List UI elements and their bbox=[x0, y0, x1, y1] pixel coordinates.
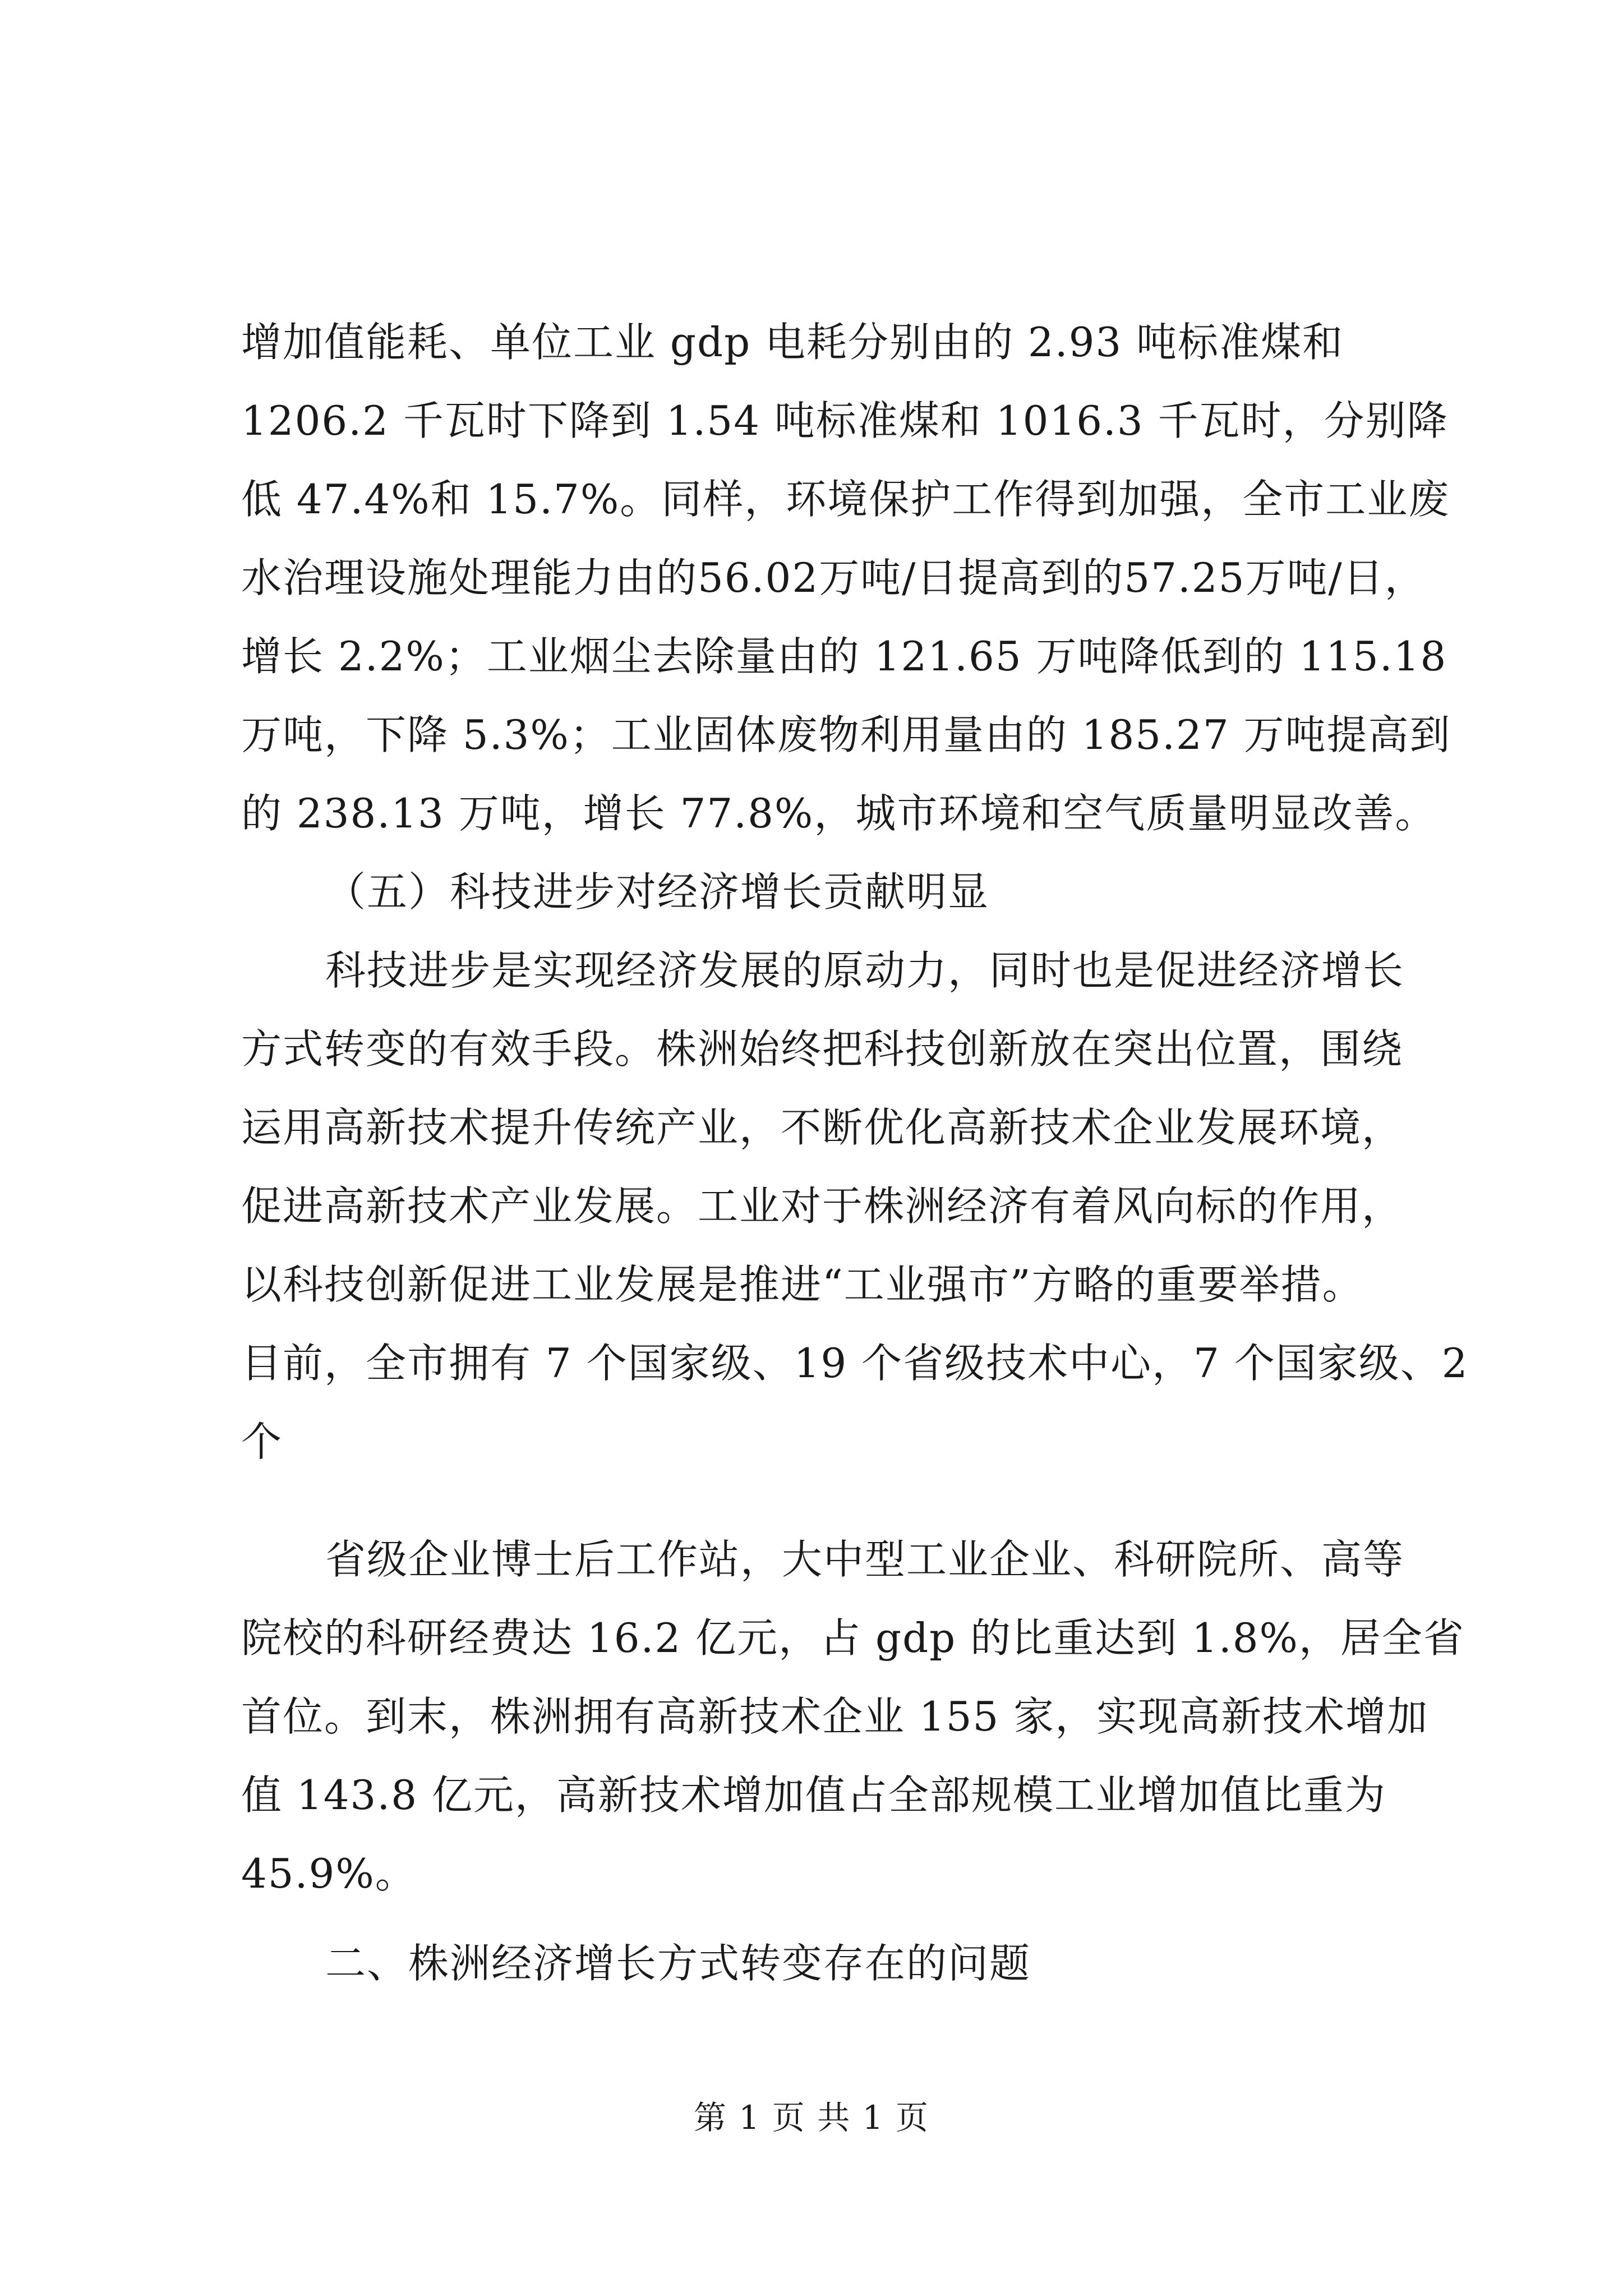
text-line: 增长 2.2%；工业烟尘去除量由的 121.65 万吨降低到的 115.18 bbox=[241, 633, 1447, 680]
text-line: 方式转变的有效手段。株洲始终把科技创新放在突出位置，围绕 bbox=[241, 1025, 1404, 1073]
heading-text: 二、株洲经济增长方式转变存在的问题 bbox=[325, 1940, 1031, 1987]
text-line: 运用高新技术提升传统产业，不断优化高新技术企业发展环境， bbox=[241, 1104, 1404, 1151]
text-line: 目前，全市拥有 7 个国家级、19 个省级技术中心，7 个国家级、2 bbox=[241, 1340, 1469, 1387]
text-line: 值 143.8 亿元，高新技术增加值占全部规模工业增加值比重为 bbox=[241, 1772, 1386, 1819]
text-line: 的 238.13 万吨，增长 77.8%，城市环境和空气质量明显改善。 bbox=[241, 790, 1437, 837]
text-line: 水治理设施处理能力由的56.02万吨/日提高到的57.25万吨/日， bbox=[241, 554, 1426, 601]
paragraph-tech-progress bbox=[241, 931, 1469, 1481]
text-line: 科技进步是实现经济发展的原动力，同时也是促进经济增长 bbox=[325, 947, 1405, 994]
text-line: 首位。到末，株洲拥有高新技术企业 155 家，实现高新技术增加 bbox=[241, 1693, 1429, 1740]
text-line: 促进高新技术产业发展。工业对于株洲经济有着风向标的作用， bbox=[241, 1182, 1404, 1230]
section-heading-2 bbox=[241, 1924, 1464, 2003]
paragraph-research-funding bbox=[241, 1520, 1464, 1913]
text-line: 院校的科研经费达 16.2 亿元，占 gdp 的比重达到 1.8%，居全省 bbox=[241, 1614, 1465, 1662]
paragraph-environment bbox=[241, 303, 1464, 853]
page-footer: 第 1 页 共 1 页 bbox=[694, 2099, 929, 2137]
text-line: 低 47.4%和 15.7%。同样，环境保护工作得到加强，全市工业废 bbox=[241, 476, 1450, 523]
text-line: 45.9%。 bbox=[241, 1850, 417, 1897]
text-line: 省级企业博士后工作站，大中型工业企业、科研院所、高等 bbox=[325, 1536, 1405, 1583]
text-line: 增加值能耗、单位工业 gdp 电耗分别由的 2.93 吨标准煤和 bbox=[241, 319, 1344, 366]
heading-text: （五）科技进步对经济增长贡献明显 bbox=[325, 868, 990, 915]
text-line: 个 bbox=[241, 1418, 283, 1465]
text-line: 1206.2 千瓦时下降到 1.54 吨标准煤和 1016.3 千瓦时，分别降 bbox=[241, 397, 1449, 444]
section-heading-5 bbox=[241, 853, 1464, 931]
text-line: 万吨，下降 5.3%；工业固体废物利用量由的 185.27 万吨提高到 bbox=[241, 711, 1451, 758]
text-line: 以科技创新促进工业发展是推进“工业强市”方略的重要举措。 bbox=[241, 1261, 1364, 1308]
